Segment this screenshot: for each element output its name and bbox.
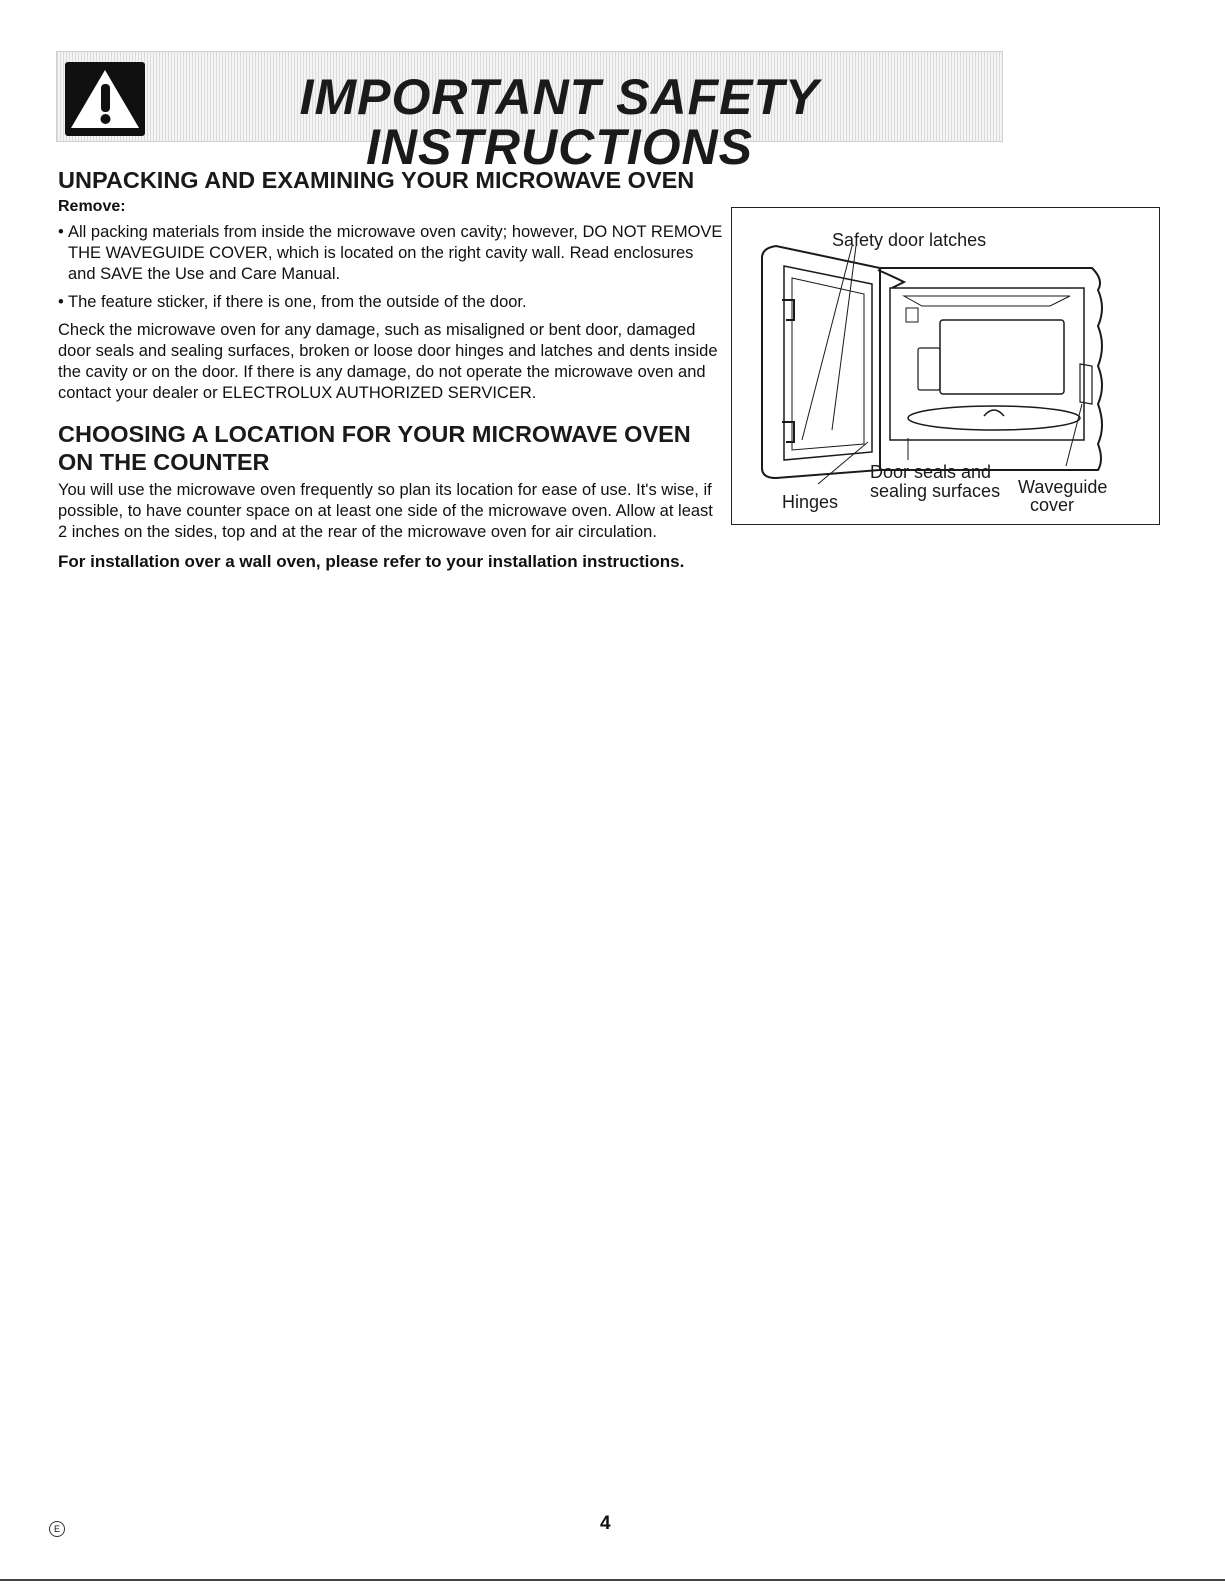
location-paragraph: You will use the microwave oven frequently so plan its location for ease of use. It's wise, if possible, to have counter space on at least one side of the microwave oven. Allow at least 2 inches on the sides, top and at the rear of the microwave oven for air circulation. (58, 481, 713, 541)
installation-note: For installation over a wall oven, please refer to your installation instructions. (58, 552, 685, 571)
main-text-column (58, 166, 723, 572)
remove-list (58, 222, 723, 313)
label-safety-door-latches: Safety door latches (832, 230, 987, 250)
label-waveguide-line1: Waveguide (1018, 477, 1108, 497)
label-waveguide-line2: cover (1030, 495, 1075, 515)
heading-line: ON THE COUNTER (58, 449, 270, 475)
page-title: IMPORTANT SAFETY INSTRUCTIONS (299, 69, 820, 175)
label-door-seals-line1: Door seals and (870, 462, 992, 482)
header-banner (56, 51, 1003, 175)
footer-language-mark: E (49, 1521, 65, 1537)
label-hinges: Hinges (782, 492, 839, 512)
section-heading-location (58, 420, 723, 476)
microwave-diagram (731, 207, 1160, 525)
page-number: 4 (600, 1513, 611, 1534)
heading-line: CHOOSING A LOCATION FOR YOUR MICROWAVE OVEN (58, 421, 691, 447)
section-heading-unpacking: UNPACKING AND EXAMINING YOUR MICROWAVE OVEN (58, 167, 695, 193)
list-item: • The feature sticker, if there is one, from the outside of the door. (58, 292, 723, 313)
bottom-divider (0, 1579, 1225, 1581)
list-item: • All packing materials from inside the microwave oven cavity; however, DO NOT REMOVE THE WAVEGUIDE COVER, which is located on the right cavity wall. Read enclosures and SAVE the Use and Care Manual. (58, 222, 723, 285)
label-door-seals-line2: sealing surfaces (870, 481, 1001, 501)
remove-subheading: Remove: (58, 198, 126, 215)
check-damage-paragraph: Check the microwave oven for any damage, such as misaligned or bent door, damaged door seals and sealing surfaces, broken or loose door hinges and latches and dents inside the cavity or on the door. If there is any damage, do not operate the microwave oven and contact your dealer or ELECTROLUX AUTHORIZED SERVICER. (58, 321, 718, 402)
